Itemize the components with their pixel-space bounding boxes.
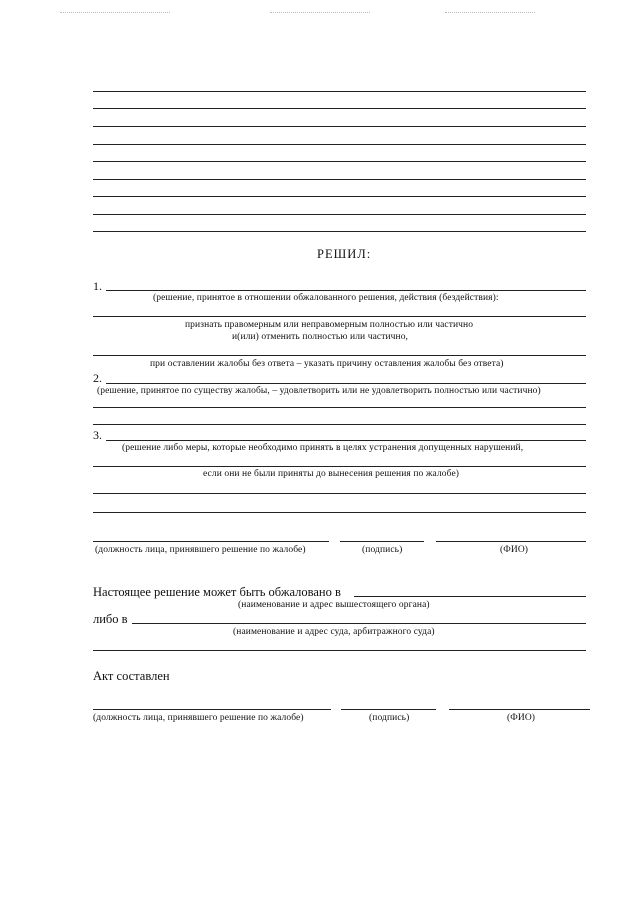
item-2-line[interactable] xyxy=(106,383,586,384)
appeal-court-caption: (наименование и адрес суда, арбитражного суда) xyxy=(233,627,435,637)
appeal-org-line[interactable] xyxy=(354,596,586,597)
position-line[interactable] xyxy=(93,541,329,542)
item-3-caption: (решение либо меры, которые необходимо принять в целях устранения допущенных нарушений, xyxy=(122,443,524,453)
scan-artifact xyxy=(270,12,370,13)
section-title: РЕШИЛ: xyxy=(317,247,372,261)
item-1-caption: (решение, принятое в отношении обжалованного решения, действия (бездействия): xyxy=(153,293,499,303)
item-2-line[interactable] xyxy=(93,407,586,408)
fio-line[interactable] xyxy=(436,541,586,542)
or-text: либо в xyxy=(93,612,128,626)
blank-line[interactable] xyxy=(93,161,586,162)
blank-line[interactable] xyxy=(93,126,586,127)
item-1-caption: признать правомерным или неправомерным полностью или частично xyxy=(185,320,474,330)
item-1-line[interactable] xyxy=(93,316,586,317)
item-3-caption: если они не были приняты до вынесения решения по жалобе) xyxy=(203,469,460,479)
item-2-caption: (решение, принятое по существу жалобы, – удовлетворить или не удовлетворить полностью или частично) xyxy=(97,386,541,396)
item-1-line[interactable] xyxy=(93,355,586,356)
item-2-number: 2. xyxy=(93,371,102,385)
item-3-line[interactable] xyxy=(93,493,586,494)
blank-line[interactable] xyxy=(93,108,586,109)
appeal-org-caption: (наименование и адрес вышестоящего органа) xyxy=(238,600,430,610)
item-2-line[interactable] xyxy=(93,424,586,425)
appeal-court-line[interactable] xyxy=(132,623,586,624)
position-caption: (должность лица, принявшего решение по жалобе) xyxy=(95,545,306,555)
blank-line[interactable] xyxy=(93,179,586,180)
blank-line[interactable] xyxy=(93,231,586,232)
fio-line-2[interactable] xyxy=(449,709,590,710)
fio-caption-2: (ФИО) xyxy=(507,713,536,723)
item-1-line[interactable] xyxy=(106,290,586,291)
fio-caption: (ФИО) xyxy=(500,545,529,555)
blank-line[interactable] xyxy=(93,144,586,145)
blank-line[interactable] xyxy=(93,214,586,215)
position-line-2[interactable] xyxy=(93,709,331,710)
signature-caption: (подпись) xyxy=(362,545,403,555)
blank-line[interactable] xyxy=(93,196,586,197)
item-3-line[interactable] xyxy=(93,512,586,513)
scan-artifact xyxy=(60,12,170,13)
item-1-caption: и(или) отменить полностью или частично, xyxy=(232,332,409,342)
appeal-text: Настоящее решение может быть обжаловано в xyxy=(93,585,341,599)
item-1-number: 1. xyxy=(93,279,102,293)
item-3-line[interactable] xyxy=(93,466,586,467)
blank-line[interactable] xyxy=(93,91,586,92)
item-3-number: 3. xyxy=(93,428,102,442)
scan-artifact xyxy=(445,12,535,13)
item-1-caption: при оставлении жалобы без ответа – указать причину оставления жалобы без ответа) xyxy=(150,359,504,369)
act-text: Акт составлен xyxy=(93,669,170,683)
appeal-line[interactable] xyxy=(93,650,586,651)
signature-caption-2: (подпись) xyxy=(369,713,410,723)
item-3-line[interactable] xyxy=(106,440,586,441)
signature-line-2[interactable] xyxy=(341,709,436,710)
position-caption-2: (должность лица, принявшего решение по жалобе) xyxy=(93,713,304,723)
signature-line[interactable] xyxy=(340,541,424,542)
